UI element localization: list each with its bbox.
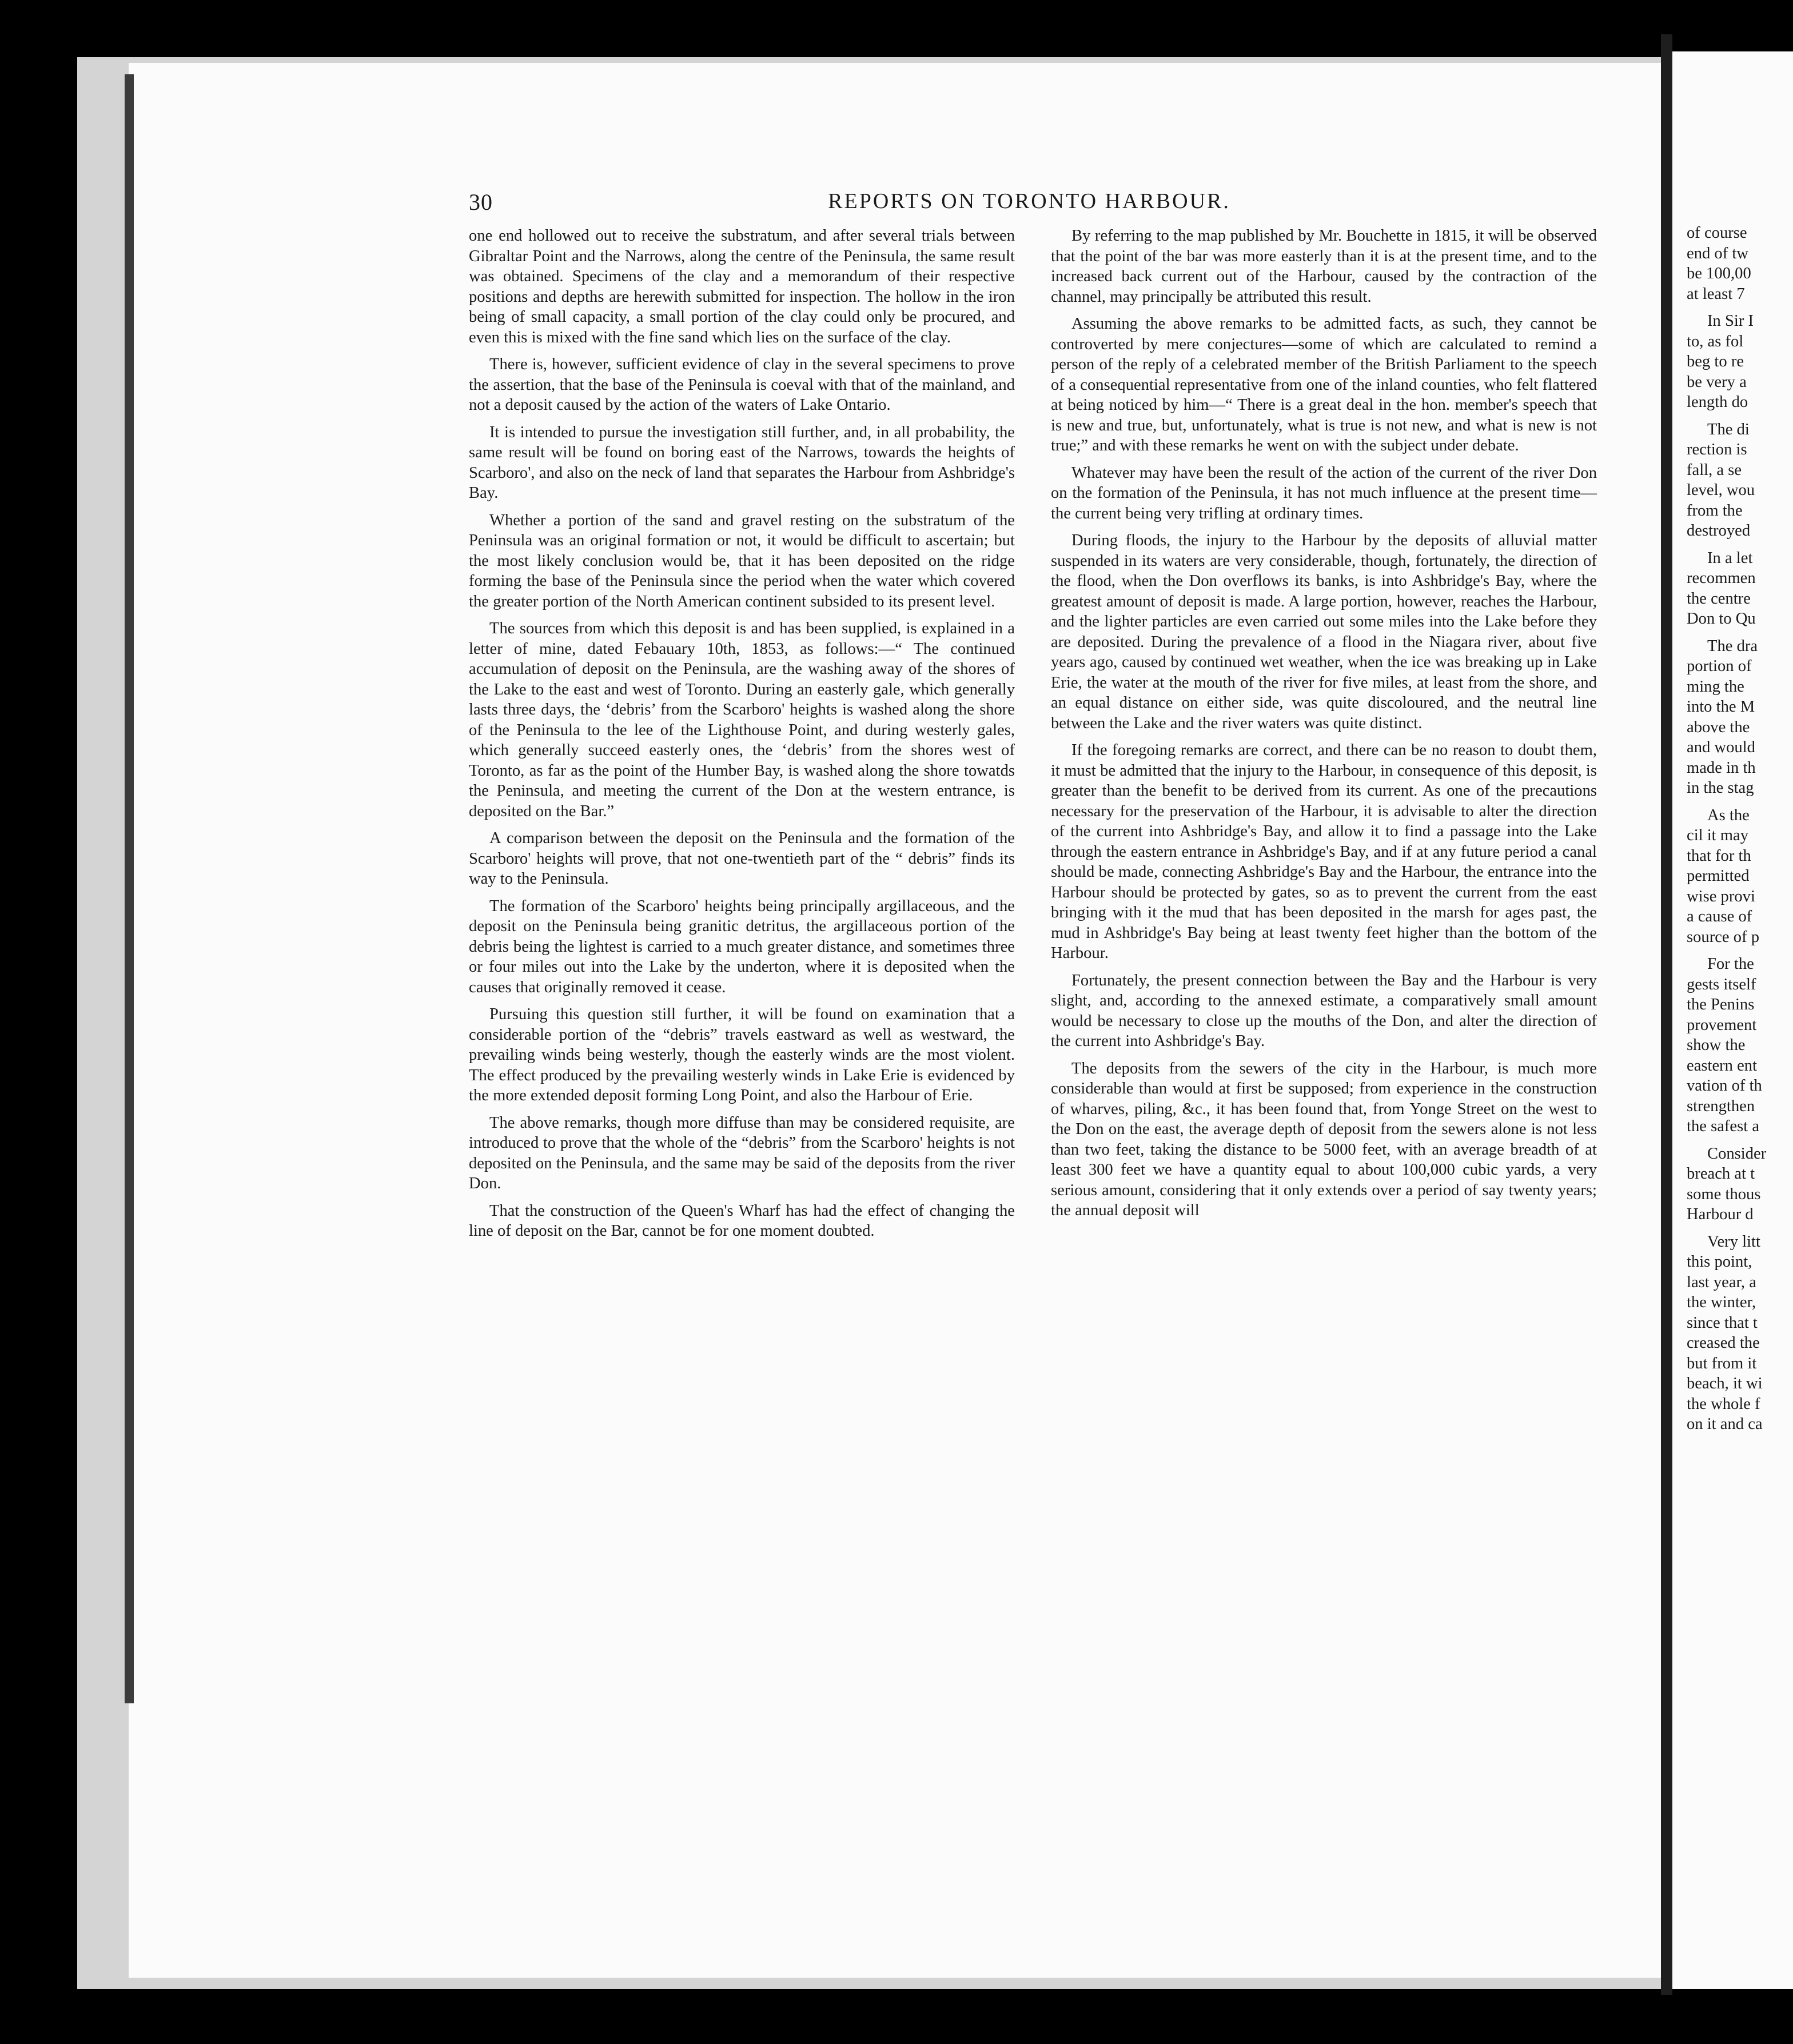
fragment-line: from the [1687,501,1743,520]
fragment-line: recommen [1687,569,1756,587]
paragraph: The deposits from the sewers of the city in the Harbour, is much more considerable than would at first be supposed; from experience in the construction of wharves, piling, &c., it has been found that, from Yonge Street on the west to the Don on the east, the average depth of deposit from the sewers alone is not less than two feet, taking the distance to be 5000 feet, with an average breadth of at least 300 feet we have a quantity equal to about 100,000 cubic yards, a very serious amount, considering that it only extends over a period of say twenty years; the annual deposit will [1051,1059,1597,1219]
page-header [469,189,1589,217]
fragment-line: source of p [1687,928,1760,946]
book-gutter [1661,34,1672,1995]
fragment-line: As the [1707,806,1750,824]
page-edge [125,74,134,1703]
fragment-line: The dra [1707,637,1758,655]
paragraph: Whether a portion of the sand and gravel resting on the substratum of the Peninsula was an original formation or not, it would be difficult to ascertain; but the most likely conclusion would be, that it has been deposited on the ridge forming the base of the Peninsula since the period when the water which covered the greater portion of the North American continent subsided to its present level. [469,511,1015,610]
fragment-line: made in th [1687,758,1756,777]
paragraph: Whatever may have been the result of the action of the current of the river Don on the formation of the Peninsula, it has not much influence at the present time—the current being very trifling at ordinary times. [1051,464,1597,522]
paragraph: A comparison between the deposit on the Peninsula and the formation of the Scarboro' heights will prove, that not one-twentieth part of the “ debris” finds its way to the Peninsula. [469,829,1015,888]
fragment-line: to, as fol [1687,332,1744,350]
paragraph: The sources from which this deposit is and has been supplied, is explained in a letter of mine, dated Febauary 10th, 1853, as follows:—“ The continued accumulation of deposit on the Peninsula, are the washing away of the shores of the Lake to the east and west of Toronto. During an easterly gale, which generally lasts three days, the ‘debris’ from the Scarboro' heights is washed along the shore of the Peninsula to the lee of the Lighthouse Point, and during westerly gales, which generally succeed easterly ones, the ‘debris’ from the shores west of Toronto, as far as the point of the Humber Bay, is washed along the shore towatds the Peninsula, and meeting the current of the Don at the western entrance, is deposited on the Bar.” [469,620,1015,820]
fragment-line: since that t [1687,1314,1758,1332]
fragment-line: Very litt [1707,1232,1760,1251]
fragment-line: some thous [1687,1185,1761,1203]
fragment-line: this point, [1687,1253,1752,1271]
fragment-line: into the M [1687,698,1755,716]
fragment-line: beach, it wi [1687,1375,1763,1392]
paragraph: There is, however, sufficient evidence of clay in the several specimens to prove the assertion, that the base of the Peninsula is coeval with that of the mainland, and not a deposit caused by the action of the waters of Lake Ontario. [469,356,1015,414]
paragraph: During floods, the injury to the Harbour by the deposits of alluvial matter suspended in its waters are very considerable, though, fortunately, the direction of the flood, when the Don overflows its banks, is into Ashbridge's Bay, where the greatest amount of deposit is made. A large portion, however, reaches the Harbour, and the lighter particles are even carried out some miles into the Lake before they are deposited. During the prevalence of a flood in the Niagara river, about five years ago, caused by continued wet weather, when the ice was breaking up in Lake Erie, the water at the mouth of the river for five miles, at least from the shore, and an equal distance on either side, was quite discoloured, and the neutral line between the Lake and the river waters was quite distinct. [1051,532,1597,732]
fragment-line: permitted [1687,867,1750,885]
fragment-line: level, wou [1687,481,1755,499]
fragment-line: In Sir I [1707,312,1754,330]
fragment-line: the Penins [1687,996,1755,1013]
fragment-line: the winter, [1687,1294,1756,1311]
paragraph: The above remarks, though more diffuse than may be considered requisite, are introduced to prove that the whole of the “debris” from the Scarboro' heights is not deposited on the Peninsula, and the same may be said of the deposits from the river Don. [469,1113,1015,1192]
fragment-line: provement [1687,1016,1757,1034]
left-column [469,226,1015,1248]
next-page-fragment [1672,51,1793,1989]
fragment-line: but from it [1687,1354,1757,1372]
paragraph: The formation of the Scarboro' heights being principally argillaceous, and the deposit on the Peninsula being granitic detritus, the argillaceous portion of the debris being the lightest is carried to a much greater distance, and sometimes three or four miles out into the Lake by the underton, where it is deposited when the causes that originally removed it cease. [469,897,1015,996]
fragment-line: gests itself [1687,975,1756,993]
next-page-column [1687,223,1793,1435]
running-title: REPORTS ON TORONTO HARBOUR. [828,189,1230,213]
fragment-line: wise provi [1687,887,1755,905]
fragment-line: show the [1687,1036,1746,1054]
fragment-line: creased the [1687,1334,1760,1352]
paragraph: one end hollowed out to receive the substratum, and after several trials between Gibraltar Point and the Narrows, along the centre of the Peninsula, the same result was obtained. Specimens of the clay and a memorandum of their respective positions and depths are herewith submitted for inspection. The hollow in the iron being of small capacity, a small portion of the clay could only be procured, and even this is mixed with the fine sand which lies on the surface of the clay. [469,227,1015,346]
fragment-line: last year, a [1687,1273,1756,1291]
fragment-line: and would [1687,738,1755,756]
fragment-line: cil it may [1687,827,1748,844]
fragment-line: length do [1687,393,1748,411]
fragment-line: In a let [1707,549,1753,567]
fragment-line: on it and ca [1687,1415,1763,1433]
fragment-line: that for th [1687,847,1751,865]
fragment-line: Harbour d [1687,1205,1754,1223]
fragment-line: For the [1707,955,1754,973]
fragment-line: vation of th [1687,1077,1762,1095]
paragraph: That the construction of the Queen's Wharf has had the effect of changing the line of deposit on the Bar, cannot be for one moment doubted. [469,1201,1015,1240]
fragment-line: the safest a [1687,1117,1760,1135]
right-column [1051,226,1597,1228]
fragment-line: Don to Qu [1687,610,1756,628]
fragment-line: breach at t [1687,1165,1755,1183]
fragment-line: of course [1687,224,1747,242]
paragraph: If the foregoing remarks are correct, and there can be no reason to doubt them, it must be admitted that the injury to the Harbour, in consequence of this deposit, is greater than the benefit to be derived from its current. As one of the precautions necessary for the preservation of the Harbour, it is advisable to alter the direction of the current into Ashbridge's Bay, and allow it to find a passage into the Lake through the eastern entrance in Ashbridge's Bay, and if at any future period a canal should be made, connecting Ashbridge's Bay and the Harbour, the entrance into the Harbour should be protected by gates, so as to prevent the current from the east bringing with it the mud that has been deposited in the marsh for ages past, the mud in Ashbridge's Bay being at least twenty feet higher than the bottom of the Harbour. [1051,741,1597,962]
paragraph: Assuming the above remarks to be admitted facts, as such, they cannot be controverted by mere conjectures—some of which are calculated to remind a person of the reply of a celebrated member of the British Parliament to the speech of a consequential representative from one of the inland counties, who felt flattered at being noticed by him—“ There is a great deal in the hon. member's speech that is new and true, but, unfortunately, what is true is not new, and what is new is not true;” and with these remarks he went on with the subject under debate. [1051,315,1597,454]
fragment-line: ming the [1687,677,1744,696]
paragraph: It is intended to pursue the investigation still further, and, in all probability, the same result will be found on boring east of the Narrows, towards the heights of Scarboro', and also on the neck of land that separates the Harbour from Ashbridge's Bay. [469,423,1015,502]
fragment-line: eastern ent [1687,1056,1758,1075]
fragment-line: above the [1687,718,1750,736]
fragment-line: the centre [1687,589,1751,608]
fragment-line: fall, a se [1687,461,1742,479]
fragment-line: end of tw [1687,244,1748,262]
page-number: 30 [469,189,493,215]
paragraph: By referring to the map published by Mr. Bouchette in 1815, it will be observed that the point of the bar was more easterly than it is at the present time, and to the increased back current out of the Harbour, caused by the contraction of the channel, may principally be attributed this result. [1051,227,1597,306]
paragraph: Fortunately, the present connection between the Bay and the Harbour is very slight, and, according to the annexed estimate, a comparatively small amount would be necessary to close up the mouths of the Don, and alter the direction of the current into Ashbridge's Bay. [1051,971,1597,1050]
fragment-line: beg to re [1687,353,1744,370]
fragment-line: Consider [1707,1144,1767,1163]
fragment-line: a cause of [1687,908,1752,925]
fragment-line: portion of [1687,657,1752,675]
fragment-line: at least 7 [1687,285,1745,303]
fragment-line: be very a [1687,373,1747,391]
fragment-line: destroyed [1687,522,1751,540]
paragraph: Pursuing this question still further, it will be found on examination that a considerable portion of the “debris” travels eastward as well as westward, the prevailing winds being westerly, though the easterly winds are the most violent. The effect produced by the prevailing westerly winds in Lake Erie is evidenced by the more extended deposit forming Long Point, and also the Harbour of Erie. [469,1005,1015,1104]
fragment-line: in the stag [1687,779,1754,797]
fragment-line: the whole f [1687,1395,1760,1413]
fragment-line: be 100,00 [1687,265,1751,282]
fragment-line: strengthen [1687,1097,1755,1115]
fragment-line: The di [1707,420,1750,438]
fragment-line: rection is [1687,441,1747,458]
